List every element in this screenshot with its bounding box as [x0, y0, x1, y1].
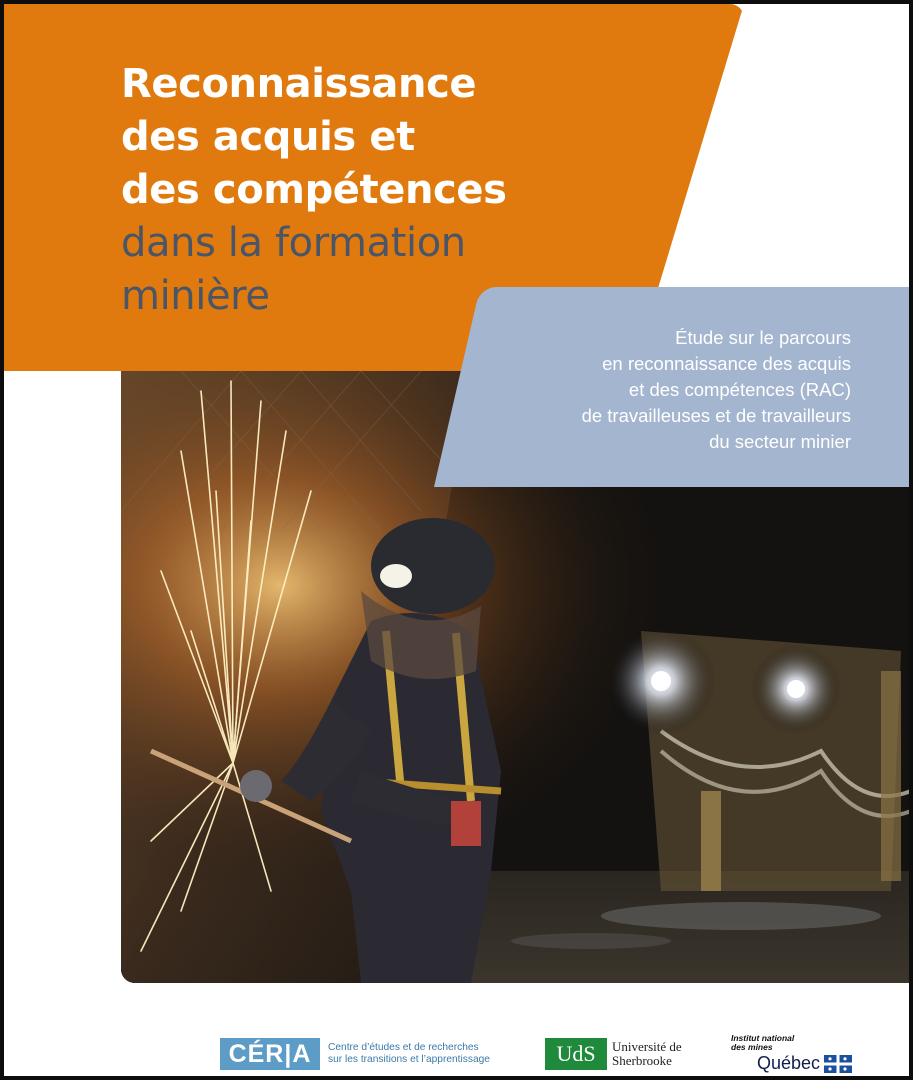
cera-logo-line: sur les transitions et l’apprentissage	[328, 1054, 490, 1065]
report-title	[121, 58, 507, 323]
inm-line: Institut national	[731, 1033, 795, 1043]
title-line: dans la formation	[121, 220, 466, 266]
title-line: des compétences	[121, 167, 507, 213]
cera-logo	[220, 1038, 490, 1070]
cera-logo-mark: CÉR|A	[220, 1038, 320, 1070]
quebec-wordmark: Québec	[757, 1053, 821, 1073]
quebec-wordmark-row	[757, 1053, 861, 1074]
uds-logo-text	[612, 1040, 682, 1068]
title-line: Reconnaissance	[121, 61, 477, 107]
report-subtitle	[582, 325, 851, 455]
partner-logos	[4, 1024, 909, 1072]
subtitle-line: de travailleuses et de travailleurs	[581, 405, 851, 426]
inm-institute-name	[731, 1034, 861, 1052]
title-line: des acquis et	[121, 114, 415, 160]
uds-logo-line: Sherbrooke	[612, 1053, 672, 1068]
uds-logo-line: Université de	[612, 1039, 682, 1054]
subtitle-line: Étude sur le parcours	[675, 327, 851, 348]
subtitle-line: et des compétences (RAC)	[628, 379, 851, 400]
uds-logo	[545, 1038, 682, 1070]
fleur-de-lis-flag-icon	[824, 1055, 852, 1073]
quebec-inm-logo	[731, 1034, 861, 1074]
cera-logo-text	[328, 1042, 490, 1066]
title-line: minière	[121, 273, 270, 319]
inm-line: des mines	[731, 1042, 773, 1052]
subtitle-line: en reconnaissance des acquis	[602, 353, 851, 374]
uds-logo-mark: UdS	[545, 1038, 607, 1070]
cera-logo-line: Centre d’études et de recherches	[328, 1042, 479, 1053]
subtitle-line: du secteur minier	[709, 431, 851, 452]
